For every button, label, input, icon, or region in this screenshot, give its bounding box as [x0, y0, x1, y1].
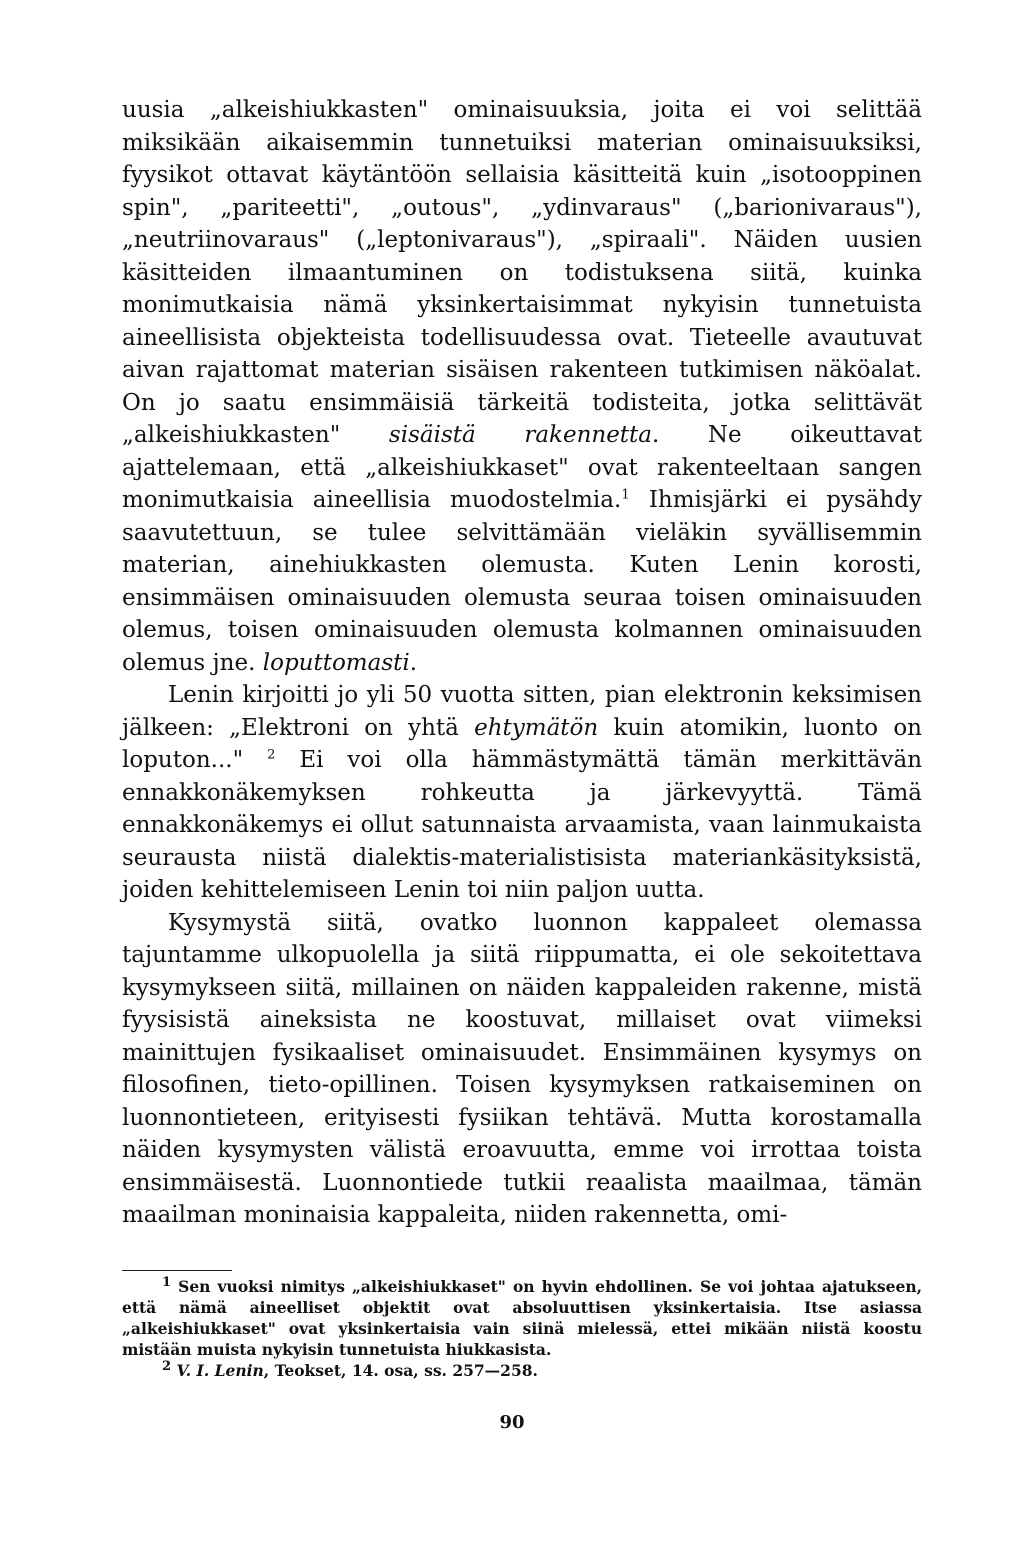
footnote-marker: 2 [267, 747, 276, 763]
text-run: Lenin kirjoitti jo yli 50 vuotta sitten, pian elektronin keksimisen jälkeen: „Elektroni on yhtä [122, 682, 922, 741]
emphasis-text: sisäistä rakennetta [388, 422, 653, 448]
text-run: kuin atomikin, luonto on loputon..." [122, 714, 922, 773]
text-run: Ihmisjärki ei pysähdy saavutettuun, se tulee selvittämään vieläkin syvällisemmin materian, ainehiukkasten olemusta. Kuten Lenin korosti, ensimmäisen ominaisuuden olemusta seuraa toisen ominaisuuden olemus, toisen ominaisuuden olemusta kolmannen ominaisuuden olemus jne. [122, 487, 922, 676]
text-run: , Teokset, 14. osa, ss. 257—258. [263, 1361, 538, 1380]
text-run: . [409, 649, 418, 676]
text-run: . Ne oikeuttavat ajattelemaan, että „alkeishiukkaset" ovat rakenteeltaan sangen monimutkaisia aineellisia muodostelmia. [122, 422, 922, 513]
paragraph [122, 679, 922, 907]
footnote-marker: 2 [162, 1358, 172, 1374]
paragraph [122, 94, 922, 679]
text-run: Sen vuoksi nimitys „alkeishiukkaset" on hyvin ehdollinen. Se voi johtaa ajatukseen, että nämä aineelliset objektit ovat absoluuttisen yksinkertaisia. Itse asiassa „alkeishiukkaset" ovat yksinkertaisia vain siinä mielessä, ettei mikään niistä koostu mistään muista nykyisin tunnetuista hiukkasista. [122, 1277, 922, 1359]
footnote-separator [122, 1270, 232, 1271]
paragraph [122, 907, 922, 1232]
emphasis-text: ehtymätön [474, 714, 599, 741]
footnote-marker: 1 [621, 487, 630, 503]
footnotes [122, 1276, 922, 1381]
text-run: uusia „alkeishiukkasten" ominaisuuksia, joita ei voi selittää miksikään aikaisemmin tunnetuiksi materian ominaisuuksiksi, fyysikot ottavat käytäntöön sellaisia käsitteitä kuin „isotooppinen spin", „pariteetti", „outous", „ydinvaraus" („barionivaraus"), „neutriinovaraus" („leptonivaraus"), „spiraali". Näiden uusien käsitteiden ilmaantuminen on todistuksena siitä, kuinka monimutkaisia nämä yksinkertaisimmat nykyisin tunnetuista aineellisista objekteista todellisuudessa ovat. Tieteelle avautuvat aivan rajattomat materian sisäisen rakenteen tutkimisen näköalat. On jo saatu ensimmäisiä tärkeitä todisteita, jotka selittävät „alkeishiukkasten" [122, 97, 922, 448]
footnote-marker: 1 [162, 1274, 172, 1290]
emphasis-text: V. I. Lenin [176, 1361, 264, 1380]
emphasis-text: loputtomasti [262, 649, 410, 676]
footnote [122, 1276, 922, 1360]
text-run: Ei voi olla hämmästymättä tämän merkittävän ennakkonäkemyksen rohkeutta ja järkevyyttä. Tämä ennakkonäkemys ei ollut satunnaista arvaamista, vaan lainmukaista seurausta niistä dialektis-materialistisista materiankäsityksistä, joiden kehittelemiseen Lenin toi niin paljon uutta. [122, 747, 923, 903]
page-number: 90 [499, 1412, 525, 1433]
body-text [122, 94, 922, 1232]
footnote [122, 1360, 922, 1381]
page-content [122, 94, 922, 1232]
text-run: Kysymystä siitä, ovatko luonnon kappaleet olemassa tajuntamme ulkopuolella ja siitä riippumatta, ei ole sekoitettava kysymykseen siitä, millainen on näiden kappaleiden rakenne, mistä fyysisistä aineksista ne koostuvat, millaiset ovat viimeksi mainittujen fysikaaliset ominaisuudet. Ensimmäinen kysymys on filosofinen, tieto-opillinen. Toisen kysymyksen ratkaiseminen on luonnontieteen, erityisesti fysiikan tehtävä. Mutta korostamalla näiden kysymysten välistä eroavuutta, emme voi irrottaa toista ensimmäisestä. Luonnontiede tutkii reaalista maailmaa, tämän maailman moninaisia kappaleita, niiden rakennetta, omi- [122, 909, 922, 1228]
